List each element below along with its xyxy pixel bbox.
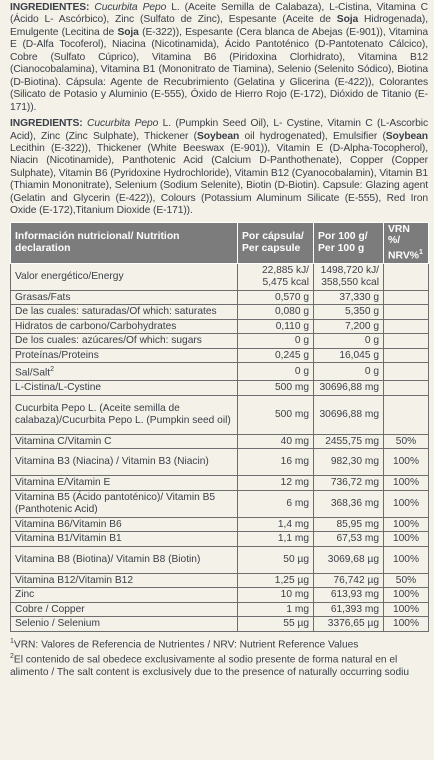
- table-row: [11, 490, 429, 517]
- allergen-highlight: Soja: [336, 14, 359, 26]
- table-row: [11, 263, 429, 290]
- nutrient-name: Sal/Salt: [15, 367, 51, 379]
- table-row: [11, 305, 429, 320]
- table-row: [11, 517, 429, 532]
- nutrient-name-cell: [11, 476, 238, 491]
- nutrient-name: Vitamina B5 (Ácido pantoténico)/ Vitamin B5 (Panthotenic Acid): [15, 492, 216, 515]
- per-capsule-value: 1,1 mg: [238, 532, 314, 547]
- per-capsule-value: 40 mg: [238, 434, 314, 449]
- nutrient-name: Zinc: [15, 589, 35, 601]
- footnote-line: [10, 651, 428, 667]
- nutrient-name: Hidratos de carbono/Carbohydrates: [15, 320, 177, 332]
- per-100g-value: 982,30 mg: [314, 449, 384, 476]
- footnote-text: VRN: Valores de Referencia de Nutrientes / NRV: Nutrient Reference Values: [13, 638, 359, 650]
- ingredients-heading: INGREDIENTES:: [10, 2, 90, 13]
- nutrient-name: Cucurbita Pepo L. (Aceite semilla de calabaza)/Cucurbita Pepo L. (Pumpkin seed oil): [15, 403, 231, 426]
- nrv-value: [384, 290, 429, 305]
- nutrient-name: De los cuales: azúcares/Of which: sugars: [15, 335, 202, 347]
- per-capsule-value: 10 mg: [238, 588, 314, 603]
- nutrient-name-cell: [11, 290, 238, 305]
- per-capsule-value: 0 g: [238, 363, 314, 381]
- nutrient-name-cell: [11, 490, 238, 517]
- table-row: [11, 476, 429, 491]
- per-capsule-value: 0 g: [238, 334, 314, 349]
- nutrient-name: Valor energético/Energy: [15, 270, 124, 282]
- per-capsule-value: 0,570 g: [238, 290, 314, 305]
- nrv-value: [384, 305, 429, 320]
- nrv-value: [384, 348, 429, 363]
- per-capsule-value: 0,080 g: [238, 305, 314, 320]
- nutrient-name: Vitamina B12/Vitamin B12: [15, 574, 133, 586]
- ingredient-species-name: Cucurbita Pepo: [94, 2, 167, 13]
- nutrient-name-cell: [11, 546, 238, 573]
- per-100g-value: 5,350 g: [314, 305, 384, 320]
- nutrient-name: Vitamina E/Vitamin E: [15, 477, 111, 489]
- header-nutrition-declaration: Información nutricional/ Nutrition declaration: [11, 222, 238, 263]
- nrv-value: [384, 363, 429, 381]
- per-100g-value: 7,200 g: [314, 319, 384, 334]
- nutrient-name: Cobre / Copper: [15, 603, 85, 615]
- per-100g-value: 0 g: [314, 363, 384, 381]
- per-capsule-value: 55 µg: [238, 617, 314, 632]
- allergen-highlight: Soybean: [197, 130, 240, 142]
- per-capsule-value: 6 mg: [238, 490, 314, 517]
- per-capsule-value: 500 mg: [238, 395, 314, 434]
- ingredients-spanish: [10, 2, 428, 114]
- per-100g-value: 85,95 mg: [314, 517, 384, 532]
- header-nrv: [384, 222, 429, 263]
- table-row: [11, 348, 429, 363]
- per-100g-value: 76,742 µg: [314, 573, 384, 588]
- per-capsule-value: 12 mg: [238, 476, 314, 491]
- nutrient-name-cell: [11, 263, 238, 290]
- nutrient-name-cell: [11, 395, 238, 434]
- table-row: [11, 449, 429, 476]
- per-100g-value: 2455,75 mg: [314, 434, 384, 449]
- nrv-value: 100%: [384, 517, 429, 532]
- table-row: [11, 334, 429, 349]
- nutrient-name-cell: [11, 363, 238, 381]
- ingredients-text: Hidrogenada), Emulgente (Lecitina de: [10, 14, 429, 38]
- nutrient-name: Vitamina B6/Vitamin B6: [15, 518, 122, 530]
- footnote-line: [10, 667, 428, 679]
- table-row: [11, 602, 429, 617]
- nutrient-name: Grasas/Fats: [15, 291, 71, 303]
- table-row: [11, 363, 429, 381]
- table-row: [11, 395, 429, 434]
- per-100g-value: 16,045 g: [314, 348, 384, 363]
- nrv-value: 100%: [384, 617, 429, 632]
- nrv-value: [384, 263, 429, 290]
- nrv-value: 100%: [384, 532, 429, 547]
- ingredients-heading: INGREDIENTS:: [10, 118, 83, 130]
- nutrient-name-cell: [11, 305, 238, 320]
- per-100g-value: 61,393 mg: [314, 602, 384, 617]
- nutrient-name-cell: [11, 434, 238, 449]
- nutrient-name-cell: [11, 573, 238, 588]
- nutrient-name-cell: [11, 449, 238, 476]
- table-row: [11, 290, 429, 305]
- nrv-value: [384, 395, 429, 434]
- per-100g-value: 0 g: [314, 334, 384, 349]
- allergen-highlight: Soybean: [385, 130, 428, 142]
- nrv-value: [384, 319, 429, 334]
- table-row: [11, 573, 429, 588]
- nutrient-name: Vitamina B8 (Biotina)/ Vitamin B8 (Biotin): [15, 553, 201, 565]
- header-per-capsule: Por cápsula/ Per capsule: [238, 222, 314, 263]
- footnote-mark: 1: [10, 637, 14, 645]
- nrv-value: 100%: [384, 602, 429, 617]
- table-row: [11, 546, 429, 573]
- per-100g-value: 736,72 mg: [314, 476, 384, 491]
- per-capsule-value: 50 µg: [238, 546, 314, 573]
- per-capsule-value: 1 mg: [238, 602, 314, 617]
- nrv-value: 100%: [384, 588, 429, 603]
- per-100g-value: 37,330 g: [314, 290, 384, 305]
- per-100g-value: 3376,65 µg: [314, 617, 384, 632]
- header-per-100g: Por 100 g/ Per 100 g: [314, 222, 384, 263]
- per-100g-value: 613,93 mg: [314, 588, 384, 603]
- per-100g-value: 368,36 mg: [314, 490, 384, 517]
- ingredients-text: oil hydrogenated), Emulsifier (: [239, 130, 386, 142]
- nutrient-name: Vitamina B1/Vitamin B1: [15, 533, 122, 545]
- header-nrv-footnote-mark: 1: [419, 248, 423, 256]
- nutrient-name-cell: [11, 319, 238, 334]
- nutrient-name-cell: [11, 348, 238, 363]
- nrv-value: 100%: [384, 449, 429, 476]
- per-capsule-value: 0,245 g: [238, 348, 314, 363]
- nutrient-name-cell: [11, 602, 238, 617]
- footnote-mark: 2: [10, 653, 14, 661]
- nutrient-name-cell: [11, 381, 238, 396]
- nrv-value: 100%: [384, 490, 429, 517]
- nutrient-name-cell: [11, 532, 238, 547]
- table-row: [11, 532, 429, 547]
- nutrient-name-cell: [11, 517, 238, 532]
- table-row: [11, 319, 429, 334]
- nutrient-name: L-Cistina/L-Cystine: [15, 382, 102, 394]
- nutrition-table: [10, 222, 429, 632]
- table-row: [11, 617, 429, 632]
- nrv-value: [384, 381, 429, 396]
- per-capsule-value: 500 mg: [238, 381, 314, 396]
- ingredients-text: (E-322)), Espesante (Cera blanca de Abejas (E-901)), Vitamina E (D-Alfa Tocoferol), Niacina (Nicotinamida), Ácido Pantoténico (D-Pantotenato Cálcico), Cobre (Sulfato Cúprico), Vitamina B6 (Piridoxina Clorhidrato), Vitamina B12 (Cianocobalamina), Vitamina B1 (Mononitrato de Tiamina), Selenio (Selenito Sódico), Biotina (D-Biotina). Cápsula: Agente de Recubrimiento (Gelatina y Glicerina (E-422)), Colorantes (Silicato de Potasio y Aluminio (E-555), Óxido de Hierro Rojo (E-172), Dióxido de Titanio (E-171)).: [10, 26, 428, 113]
- ingredients-text: L. (Pumpkin Seed Oil), L- Cystine, Vitamin C (L-Ascorbic Acid), Zinc (Zinc Sulphate), Thickener (: [10, 118, 428, 142]
- table-row: [11, 381, 429, 396]
- nutrient-name: Selenio / Selenium: [15, 618, 100, 630]
- ingredients-text: L. (Aceite Semilla de Calabaza), L-Cistina, Vitamina C (Ácido L- Ascórbico), Zinc (Sulfato de Zinc), Espesante (Aceite de: [10, 2, 429, 26]
- footnote-line: [10, 636, 428, 652]
- per-100g-value: 1498,720 kJ/ 358,550 kcal: [314, 263, 384, 290]
- nutrient-name: De las cuales: saturadas/Of which: saturates: [15, 306, 217, 318]
- per-100g-value: 67,53 mg: [314, 532, 384, 547]
- footnote-text: El contenido de sal obedece exclusivamente al sodio presente de forma natural en el: [13, 654, 398, 666]
- per-capsule-value: 22,885 kJ/ 5,475 kcal: [238, 263, 314, 290]
- footnote-text: alimento / The salt content is exclusively due to the presence of naturally occurring sodiu: [10, 666, 410, 678]
- per-100g-value: 30696,88 mg: [314, 381, 384, 396]
- nrv-value: 50%: [384, 573, 429, 588]
- per-capsule-value: 1,4 mg: [238, 517, 314, 532]
- ingredients-english: [10, 118, 428, 218]
- ingredient-species-name: Cucurbita Pepo: [87, 118, 159, 130]
- nutrition-table-body: [11, 263, 429, 631]
- nutrient-name: Proteínas/Proteins: [15, 349, 99, 361]
- nutrient-name-cell: [11, 617, 238, 632]
- per-capsule-value: 1,25 µg: [238, 573, 314, 588]
- nrv-value: 100%: [384, 476, 429, 491]
- nrv-value: [384, 334, 429, 349]
- header-nrv-label: VRN %/ NRV%: [388, 223, 419, 262]
- nutrient-name-cell: [11, 588, 238, 603]
- ingredients-text: Lecithin (E-322)), Thickener (White Beeswax (E-901)), Vitamin E (D-Alpha-Tocopherol), Niacin (Nicotinamide), Panthotenic Acid (Calcium D-Panthothenate), Copper (Copper Sulphate), Vitamin B6 (Pyridoxine Hydrochloride), Vitamin B12 (Cyanocobalamin), Vitamin B1 (Thiamin Mononitrate), Selenium (Sodium Selenite), Biotin (D-Biotin). Capsule: Glazing agent (Gelatin and Glycerin (E-422)), Colours (Potassium Aluminum Silicate (E-555), Red Iron Oxide (E-172),Titanium Dioxide (E-171)).: [10, 142, 428, 217]
- nutrient-name: Vitamina C/Vitamin C: [15, 435, 112, 447]
- per-capsule-value: 16 mg: [238, 449, 314, 476]
- salt-footnote-mark: 2: [50, 366, 55, 374]
- nutrition-header-row: [11, 222, 429, 263]
- table-row: [11, 434, 429, 449]
- table-row: [11, 588, 429, 603]
- nutrient-name-cell: [11, 334, 238, 349]
- per-100g-value: 3069,68 µg: [314, 546, 384, 573]
- nrv-value: 50%: [384, 434, 429, 449]
- nrv-value: 100%: [384, 546, 429, 573]
- per-capsule-value: 0,110 g: [238, 319, 314, 334]
- per-100g-value: 30696,88 mg: [314, 395, 384, 434]
- footnotes: [10, 636, 428, 679]
- allergen-highlight: Soja: [117, 26, 139, 38]
- nutrient-name: Vitamina B3 (Niacina) / Vitamin B3 (Niacin): [15, 456, 209, 468]
